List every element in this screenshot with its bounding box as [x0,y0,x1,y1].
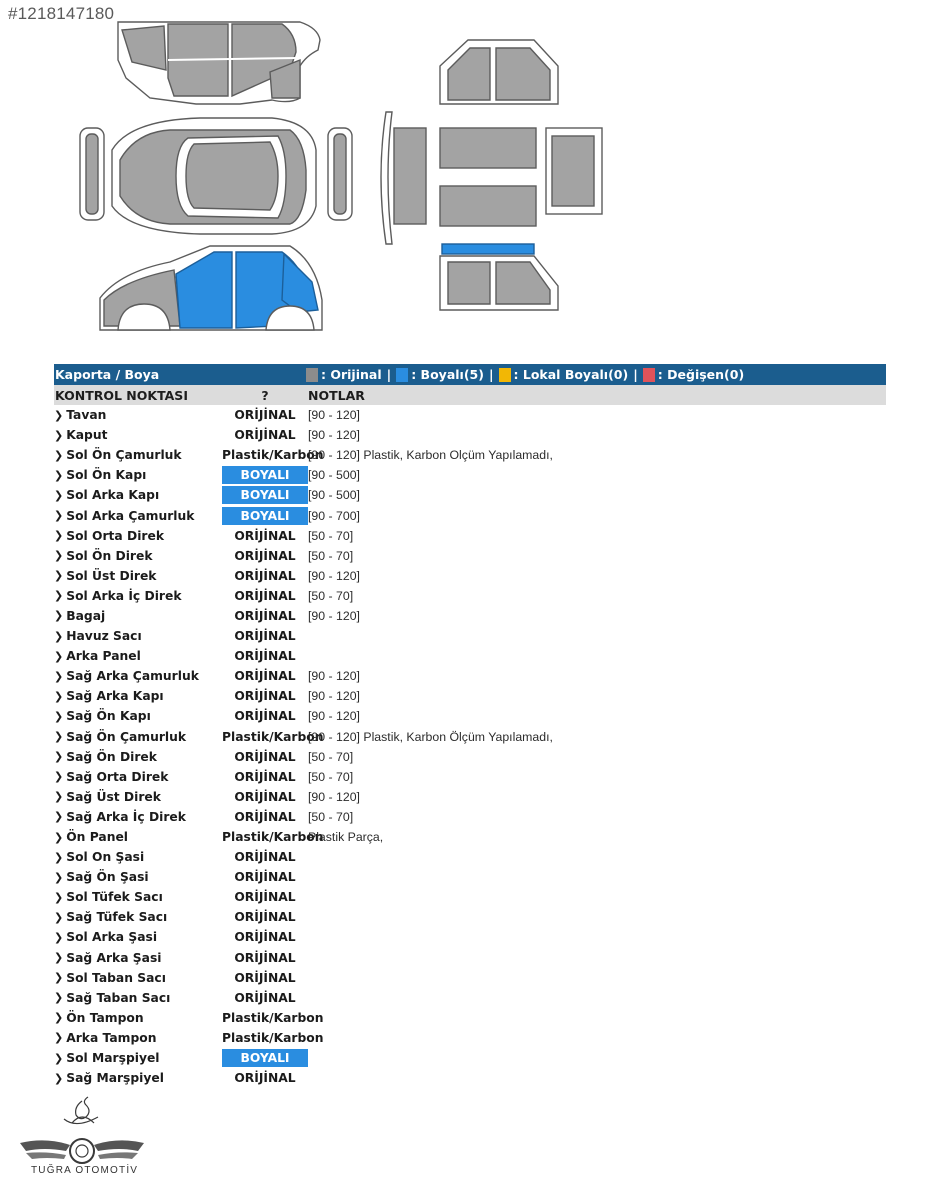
row-note: [90 - 500] [308,468,360,483]
status-badge: ORİJİNAL [234,769,296,784]
row-point-name [54,951,222,965]
row-note: Plastik Parça, [308,830,384,845]
chevron-right-icon: ❯ [54,1031,64,1045]
row-note: [50 - 70] [308,769,354,784]
table-row [54,907,886,927]
legend-orijinal: : Orijinal [321,367,382,382]
row-point-name [54,1011,222,1025]
row-point-name [54,488,222,502]
table-row [54,988,886,1008]
chevron-right-icon: ❯ [54,629,64,643]
row-note: [90 - 120] [308,709,360,724]
top-view [80,118,352,234]
row-point-label: Sağ Ön Kapı [66,709,151,724]
table-row [54,505,886,525]
row-point-label: Tavan [66,408,107,423]
status-badge: BOYALI [222,507,308,525]
row-point-name [54,428,222,442]
status-badge: ORİJİNAL [234,669,296,684]
row-point-name [54,549,222,563]
table-row [54,586,886,606]
table-row [54,968,886,988]
status-badge: BOYALI [222,486,308,504]
status-badge: Plastik/Karbon [222,1010,324,1025]
row-point-name [54,810,222,824]
table-row [54,1048,886,1068]
table-row [54,686,886,706]
chevron-right-icon: ❯ [54,810,64,824]
left-sill-panel [442,244,534,254]
row-point-label: Sol Arka Çamurluk [66,508,195,523]
legend-swatch-degisen [643,368,655,382]
chevron-right-icon: ❯ [54,971,64,985]
status-badge: ORİJİNAL [234,649,296,664]
status-badge: ORİJİNAL [234,850,296,865]
row-point-label: Sol Arka Kapı [66,488,160,503]
chevron-right-icon: ❯ [54,448,64,462]
legend-swatch-lokal-boyali [499,368,511,382]
table-row [54,465,886,485]
status-badge: ORİJİNAL [234,910,296,925]
chevron-right-icon: ❯ [54,930,64,944]
row-point-name [54,770,222,784]
row-point-name [54,649,222,663]
row-point-label: Sol Arka Şasi [66,930,158,945]
table-row [54,747,886,767]
status-badge: ORİJİNAL [234,950,296,965]
table-row [54,706,886,726]
row-point-label: Sağ Ön Şasi [66,870,149,885]
row-point-label: Ön Panel [66,830,128,845]
status-badge: ORİJİNAL [234,1071,296,1086]
row-point-name [54,448,222,462]
chevron-right-icon: ❯ [54,770,64,784]
chevron-right-icon: ❯ [54,689,64,703]
row-point-name [54,569,222,583]
tughra-wings-icon [20,1097,144,1163]
status-badge: BOYALI [222,466,308,484]
row-note: [90 - 700] [308,508,360,523]
row-point-name [54,910,222,924]
row-point-name [54,890,222,904]
chevron-right-icon: ❯ [54,991,64,1005]
row-note: [90 - 120] [308,608,360,623]
status-badge: ORİJİNAL [234,408,296,423]
row-point-name [54,408,222,422]
row-point-label: Sağ Tüfek Sacı [66,910,168,925]
row-point-label: Sol Ön Çamurluk [66,448,182,463]
row-point-label: Sol Üst Direk [66,568,157,583]
row-note: [50 - 70] [308,809,354,824]
table-row [54,867,886,887]
interior-views [381,40,602,310]
legend: : Orijinal | : Boyalı(5) | : Lokal Boyalı(0) | : Değişen(0) [306,367,749,382]
legend-lokal-boyali: : Lokal Boyalı(0) [513,367,629,382]
chevron-right-icon: ❯ [54,750,64,764]
paint-report [54,364,886,1088]
logo-text: TUĞRA OTOMOTİV [31,1165,139,1176]
report-title: Kaporta / Boya [55,367,160,382]
row-point-name [54,1071,222,1085]
row-point-label: Sağ Taban Sacı [66,990,171,1005]
status-badge: ORİJİNAL [234,890,296,905]
table-row [54,767,886,787]
legend-swatch-orijinal [306,368,318,382]
row-point-label: Bagaj [66,608,106,623]
row-point-name [54,971,222,985]
report-header [54,364,886,385]
chevron-right-icon: ❯ [54,408,64,422]
row-point-name [54,589,222,603]
chevron-right-icon: ❯ [54,951,64,965]
status-badge: ORİJİNAL [234,809,296,824]
table-row [54,485,886,505]
chevron-right-icon: ❯ [54,830,64,844]
column-notes: NOTLAR [308,387,365,403]
column-header [54,385,886,405]
status-badge: ORİJİNAL [234,548,296,563]
chevron-right-icon: ❯ [54,509,64,523]
chevron-right-icon: ❯ [54,910,64,924]
chevron-right-icon: ❯ [54,850,64,864]
status-badge: ORİJİNAL [234,568,296,583]
table-row [54,807,886,827]
chevron-right-icon: ❯ [54,669,64,683]
chevron-right-icon: ❯ [54,870,64,884]
row-point-name [54,790,222,804]
chevron-right-icon: ❯ [54,649,64,663]
row-point-name [54,509,222,523]
row-point-label: Sağ Arka Şasi [66,950,162,965]
status-badge: ORİJİNAL [234,990,296,1005]
row-point-label: Sağ Ön Çamurluk [66,729,187,744]
chevron-right-icon: ❯ [54,1051,64,1065]
chevron-right-icon: ❯ [54,1011,64,1025]
status-badge: ORİJİNAL [234,588,296,603]
legend-boyali: : Boyalı(5) [411,367,484,382]
row-point-label: Sağ Marşpiyel [66,1071,164,1086]
row-note: [50 - 70] [308,588,354,603]
column-status: ? [261,387,269,403]
row-point-label: Sağ Arka Kapı [66,689,164,704]
row-note: [50 - 70] [308,548,354,563]
row-point-name [54,609,222,623]
chevron-right-icon: ❯ [54,488,64,502]
row-point-label: Kaput [66,428,108,443]
row-point-label: Sağ Arka Çamurluk [66,669,199,684]
status-badge: Plastik/Karbon [222,729,324,744]
table-row [54,606,886,626]
table-row [54,646,886,666]
row-point-name [54,689,222,703]
row-point-name [54,730,222,744]
table-row [54,727,886,747]
status-badge: ORİJİNAL [234,709,296,724]
chevron-right-icon: ❯ [54,730,64,744]
status-badge: ORİJİNAL [234,930,296,945]
row-point-name [54,629,222,643]
chevron-right-icon: ❯ [54,709,64,723]
row-point-name [54,709,222,723]
row-note: [90 - 120] Plastik, Karbon Olçüm Yapılamadı, [308,448,553,463]
row-note: [90 - 120] [308,408,360,423]
row-point-label: Arka Tampon [66,1030,157,1045]
table-row [54,526,886,546]
legend-swatch-boyali [396,368,408,382]
column-point: KONTROL NOKTASI [55,387,188,403]
status-badge: BOYALI [222,1049,308,1067]
table-row [54,626,886,646]
table-row [54,566,886,586]
status-badge: ORİJİNAL [234,970,296,985]
row-point-label: Sağ Arka İç Direk [66,809,186,824]
row-point-label: Ön Tampon [66,1010,144,1025]
table-row [54,445,886,465]
row-note: [90 - 120] [308,568,360,583]
row-point-name [54,1051,222,1065]
table-row [54,948,886,968]
table-row [54,1028,886,1048]
table-row [54,927,886,947]
status-badge: ORİJİNAL [234,629,296,644]
row-point-name [54,830,222,844]
chevron-right-icon: ❯ [54,790,64,804]
chevron-right-icon: ❯ [54,549,64,563]
status-badge: Plastik/Karbon [222,1030,324,1045]
chevron-right-icon: ❯ [54,569,64,583]
status-badge: ORİJİNAL [234,870,296,885]
row-point-label: Sol Arka İç Direk [66,588,182,603]
row-point-name [54,870,222,884]
status-badge: ORİJİNAL [234,528,296,543]
status-badge: ORİJİNAL [234,689,296,704]
chevron-right-icon: ❯ [54,529,64,543]
row-point-name [54,930,222,944]
row-point-label: Sağ Üst Direk [66,789,161,804]
legend-degisen: : Değişen(0) [657,367,745,382]
left-side-view [100,246,322,330]
row-note: [90 - 120] Plastik, Karbon Ölçüm Yapılamadı, [308,729,553,744]
row-point-name [54,750,222,764]
row-point-label: Sol On Şasi [66,850,145,865]
row-point-label: Sol Taban Sacı [66,970,166,985]
table-row [54,887,886,907]
row-note: [90 - 120] [308,689,360,704]
row-point-name [54,991,222,1005]
table-row [54,546,886,566]
chevron-right-icon: ❯ [54,890,64,904]
chevron-right-icon: ❯ [54,609,64,623]
page-id-label: #1218147180 [8,4,115,23]
row-note: [50 - 70] [308,749,354,764]
row-point-name [54,1031,222,1045]
status-badge: Plastik/Karbon [222,448,324,463]
row-point-name [54,529,222,543]
report-rows [54,405,886,1088]
row-point-name [54,468,222,482]
row-point-label: Sol Orta Direk [66,528,164,543]
status-badge: ORİJİNAL [234,608,296,623]
status-badge: ORİJİNAL [234,789,296,804]
table-row [54,847,886,867]
row-point-label: Sol Tüfek Sacı [66,890,163,905]
row-point-label: Sağ Ön Direk [66,749,157,764]
car-body-diagram [0,0,941,345]
chevron-right-icon: ❯ [54,589,64,603]
table-row [54,666,886,686]
status-badge: ORİJİNAL [234,749,296,764]
row-point-label: Sol Ön Kapı [66,468,147,483]
chevron-right-icon: ❯ [54,428,64,442]
row-note: [90 - 120] [308,669,360,684]
row-note: [90 - 120] [308,428,360,443]
row-point-label: Arka Panel [66,649,141,664]
row-note: [90 - 500] [308,488,360,503]
row-note: [90 - 120] [308,789,360,804]
status-badge: ORİJİNAL [234,428,296,443]
row-note: [50 - 70] [308,528,354,543]
chevron-right-icon: ❯ [54,1071,64,1085]
right-side-view [118,22,320,104]
row-point-label: Sağ Orta Direk [66,769,169,784]
table-row [54,425,886,445]
table-row [54,787,886,807]
status-badge: Plastik/Karbon [222,830,324,845]
row-point-name [54,669,222,683]
row-point-name [54,850,222,864]
chevron-right-icon: ❯ [54,468,64,482]
table-row [54,1008,886,1028]
table-row [54,1068,886,1088]
table-row [54,405,886,425]
row-point-label: Havuz Sacı [66,629,142,644]
row-point-label: Sol Ön Direk [66,548,153,563]
table-row [54,827,886,847]
row-point-label: Sol Marşpiyel [66,1051,160,1066]
